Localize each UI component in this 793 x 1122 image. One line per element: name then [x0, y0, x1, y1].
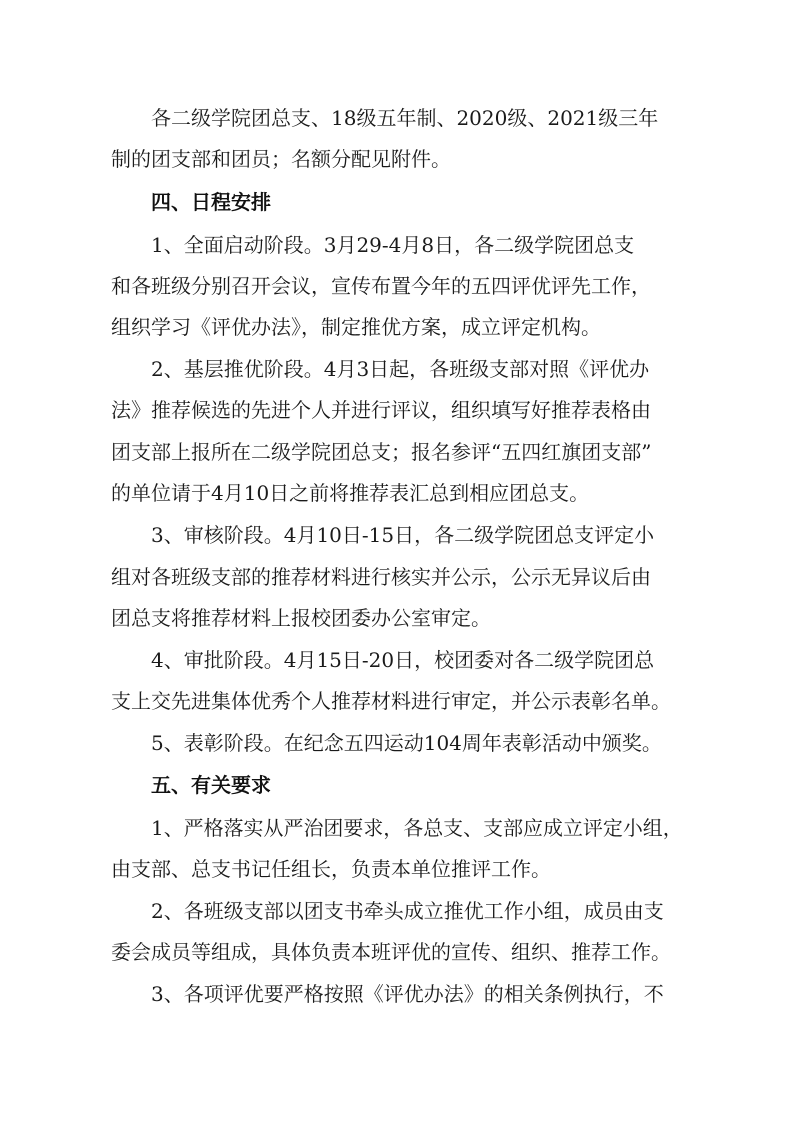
intro-line: 各二级学院团总支、18级五年制、2020级、2021级三年	[151, 106, 659, 130]
paragraph-line: 和各班级分别召开会议，宣传布置今年的五四评优评先工作，	[111, 274, 651, 298]
paragraph-line: 4、审批阶段。4月15日-20日，校团委对各二级学院团总	[151, 648, 655, 672]
paragraph-line: 团支部上报所在二级学院团总支；报名参评“五四红旗团支部”	[111, 440, 652, 464]
paragraph-line: 法》推荐候选的先进个人并进行评议，组织填写好推荐表格由	[111, 398, 651, 422]
paragraph-line: 5、表彰阶段。在纪念五四运动104周年表彰活动中颁奖。	[151, 731, 662, 755]
paragraph-line: 2、基层推优阶段。4月3日起，各班级支部对照《评优办	[151, 357, 650, 381]
paragraph-line: 3、审核阶段。4月10日-15日，各二级学院团总支评定小	[151, 523, 655, 547]
paragraph-line: 组对各班级支部的推荐材料进行核实并公示，公示无异议后由	[111, 565, 651, 589]
paragraph-line: 1、全面启动阶段。3月29-4月8日，各二级学院团总支	[151, 233, 635, 257]
paragraph-line: 1、严格落实从严治团要求，各总支、支部应成立评定小组，	[151, 816, 683, 840]
paragraph-line: 组织学习《评优办法》，制定推优方案，成立评定机构。	[111, 315, 601, 339]
paragraph-line: 2、各班级支部以团支书牵头成立推优工作小组，成员由支	[151, 899, 664, 923]
paragraph-line: 委会成员等组成，具体负责本班评优的宣传、组织、推荐工作。	[111, 940, 671, 964]
section-heading-schedule: 四、日程安排	[151, 190, 271, 214]
paragraph-line: 由支部、总支书记任组长，负责本单位推评工作。	[111, 857, 551, 881]
paragraph-line: 团总支将推荐材料上报校团委办公室审定。	[111, 606, 491, 630]
section-heading-requirements: 五、有关要求	[151, 773, 271, 797]
paragraph-line: 3、各项评优要严格按照《评优办法》的相关条例执行，不	[151, 982, 664, 1006]
paragraph-line: 的单位请于4月10日之前将推荐表汇总到相应团总支。	[111, 481, 590, 505]
intro-line: 制的团支部和团员；名额分配见附件。	[111, 147, 451, 171]
paragraph-line: 支上交先进集体优秀个人推荐材料进行审定，并公示表彰名单。	[111, 689, 671, 713]
